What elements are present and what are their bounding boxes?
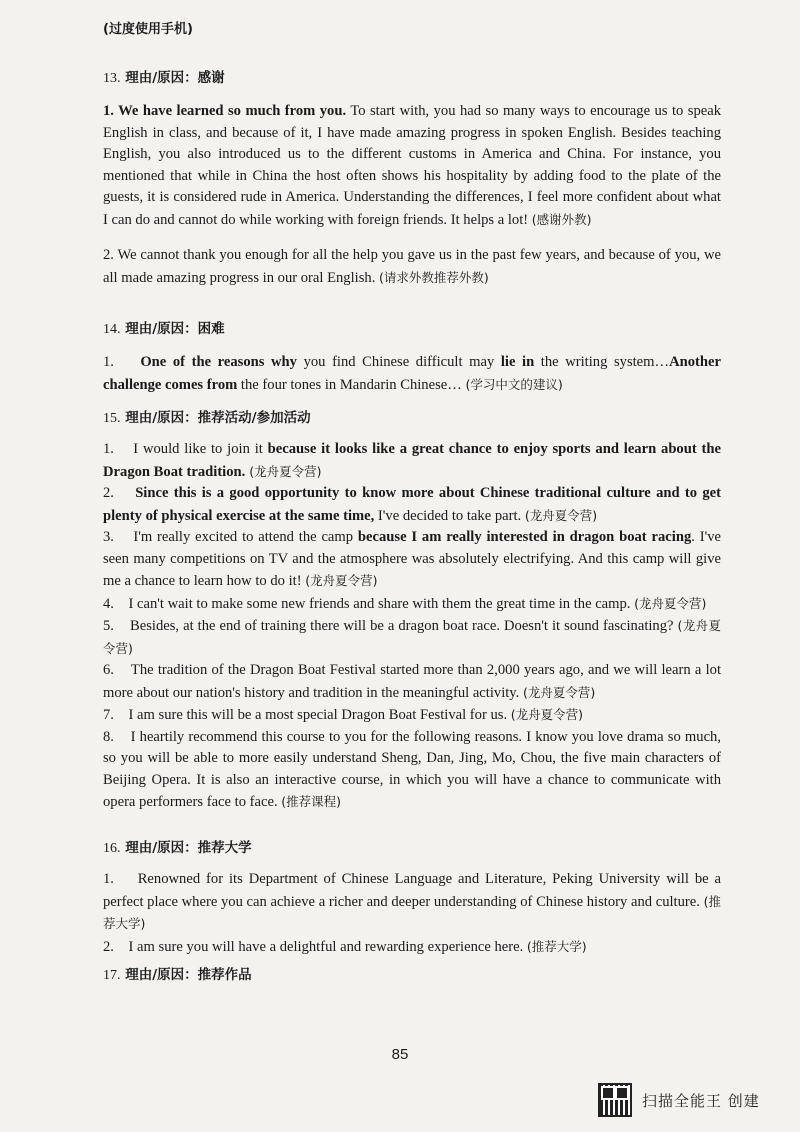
section-16 bbox=[103, 836, 721, 958]
section-14-item-1: 1. One of the reasons why you find Chinese difficult may lie in the writing system…Another challenge comes from the four tones in Mandarin Chinese… (学习中文的建议) bbox=[103, 354, 721, 393]
section-17 bbox=[103, 963, 721, 984]
section-13 bbox=[103, 66, 721, 289]
qr-code-icon bbox=[598, 1083, 632, 1117]
page-number: 85 bbox=[391, 1046, 409, 1063]
section-13-heading: 13. 理由/原因：感谢 bbox=[103, 70, 225, 86]
section-16-heading: 16. 理由/原因：推荐大学 bbox=[103, 840, 252, 856]
section-16-item-1: 1. Renowned for its Department of Chinese Language and Literature, Peking University will be a perfect place where you can achieve a richer and deeper understanding of Chinese history and culture. (推荐大学) bbox=[103, 871, 722, 931]
section-15-item-7: 7. I am sure this will be a most special Dragon Boat Festival for us. (龙舟夏令营) bbox=[103, 707, 584, 723]
section-14-heading: 14. 理由/原因：困难 bbox=[103, 321, 225, 337]
section-15-item-3: 3. I'm really excited to attend the camp because I am really interested in dragon boat racing. I've seen many competitions on TV and the atmosphere was absolutely electrifying. And this camp will give me a chance to learn how to do it! (龙舟夏令营) bbox=[103, 529, 722, 589]
section-16-item-2: 2. I am sure you will have a delightful and rewarding experience here. (推荐大学) bbox=[103, 938, 587, 955]
section-15-item-6: 6. The tradition of the Dragon Boat Festival started more than 2,000 years ago, and we will learn a lot more about our nation's history and tradition in the meaningful activity. (龙舟夏令营) bbox=[103, 662, 721, 701]
watermark-text: 扫描全能王 创建 bbox=[642, 1091, 760, 1110]
section-13-item-1: 1. We have learned so much from you. To start with, you had so many ways to encourage us to speak English in class, and because of it, I have made amazing progress in spoken English. Besides teaching English, you also introduced us to the different customs in America and China. For instance, you mentioned that while in China the host often shows his hospitality by adding food to the plate of the guests, it is considered rude in America. Understanding the differences, I feel more confident about what I can do and cannot do while working with foreign friends. It helps a lot! (感谢外教) bbox=[103, 103, 722, 228]
section-15-heading: 15. 理由/原因：推荐活动/参加活动 bbox=[103, 410, 311, 426]
section-15-item-4: 4. I can't wait to make some new friends and share with them the great time in the camp. (龙舟夏令营) bbox=[103, 595, 707, 612]
section-15 bbox=[103, 406, 721, 814]
section-15-item-2: 2. Since this is a good opportunity to know more about Chinese traditional culture and to get plenty of physical exercise at the same time, I've decided to take part. (龙舟夏令营) bbox=[103, 485, 722, 524]
section-15-item-8: 8. I heartily recommend this course to you for the following reasons. I know you love drama so much, so you will be able to more easily understand Sheng, Dan, Jing, Mo, Chou, the five main characters of Beijing Opera. It is also an interactive course, in which you will have a chance to communicate with opera performers face to face. (推荐课程) bbox=[103, 728, 721, 810]
section-13-item-2: 2. We cannot thank you enough for all the help you gave us in the past few years, and because of you, we all made amazing progress in our oral English. (请求外教推荐外教) bbox=[103, 247, 721, 286]
top-note: (过度使用手机) bbox=[103, 22, 193, 37]
scanner-watermark bbox=[598, 1082, 788, 1118]
section-14 bbox=[103, 317, 721, 396]
section-15-item-1: 1. I would like to join it because it looks like a great chance to enjoy sports and learn about the Dragon Boat tradition. (龙舟夏令营) bbox=[103, 441, 721, 480]
section-17-heading: 17. 理由/原因：推荐作品 bbox=[103, 967, 252, 983]
section-15-item-5: 5. Besides, at the end of training there will be a dragon boat race. Doesn't it sound fascinating? (龙舟夏令营) bbox=[103, 618, 721, 656]
